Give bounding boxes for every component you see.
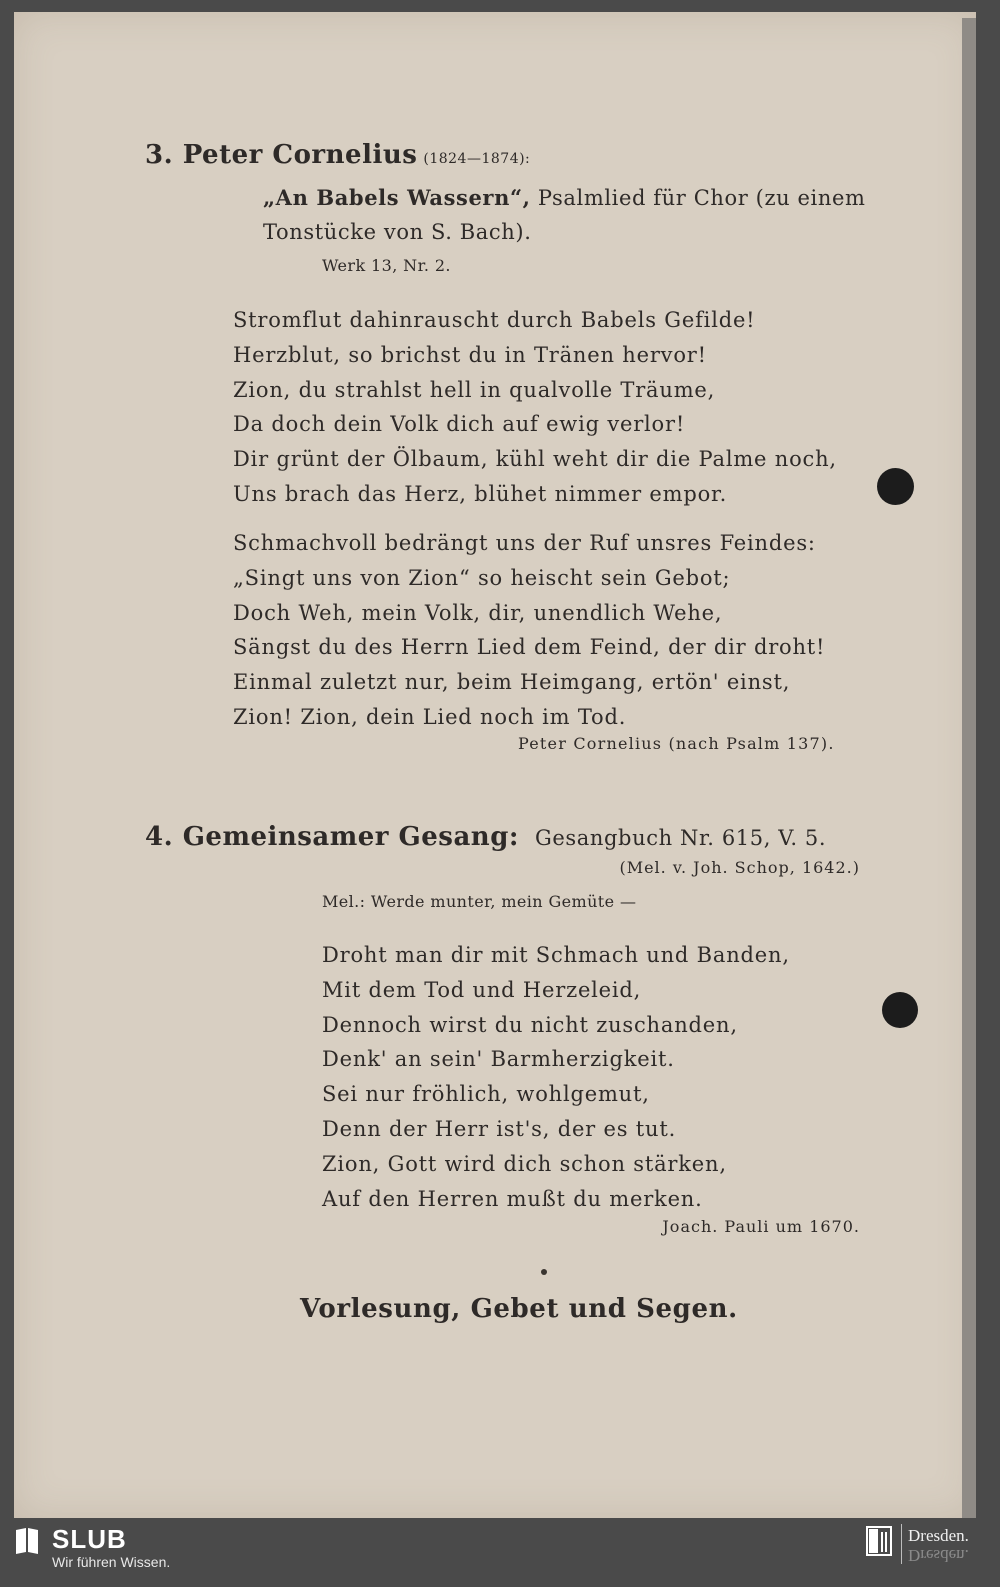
- coat-of-arms-icon: [866, 1526, 892, 1558]
- verse-line: Da doch dein Volk dich auf ewig verlor!: [233, 412, 686, 437]
- verse-line: Schmachvoll bedrängt uns der Ruf unsres Feindes:: [233, 531, 816, 555]
- punch-hole-upper: [877, 468, 914, 505]
- verse-line: Droht man dir mit Schmach und Banden,: [322, 943, 790, 967]
- hymnal-reference: Gesangbuch Nr. 615, V. 5.: [534, 826, 827, 850]
- melody-source: (Mel. v. Joh. Schop, 1642.): [619, 858, 860, 877]
- page-edge: [962, 18, 976, 1518]
- verse-line: Zion! Zion, dein Lied noch im Tod.: [233, 704, 627, 729]
- verse-line: Dir grünt der Ölbaum, kühl weht dir die Palme noch,: [233, 447, 837, 472]
- verse-line: Sei nur fröhlich, wohlgemut,: [322, 1082, 650, 1107]
- section-4-title: 4. Gemeinsamer Gesang:: [145, 822, 519, 852]
- verse-line: Stromflut dahinrauscht durch Babels Gefilde!: [233, 308, 756, 332]
- section-3-title: 3. Peter Cornelius: [145, 140, 418, 170]
- hymn-stanza: [322, 938, 790, 1216]
- verse-line: Doch Weh, mein Volk, dir, unendlich Wehe,: [233, 600, 723, 625]
- verse-line: Denn der Herr ist's, der es tut.: [322, 1116, 677, 1141]
- verse-line: Herzblut, so brichst du in Tränen hervor!: [233, 342, 707, 367]
- ornament-dot: [541, 1269, 547, 1275]
- section-4-attribution: Joach. Pauli um 1670.: [662, 1217, 860, 1236]
- verse-line: Zion, Gott wird dich schon stärken,: [322, 1151, 727, 1176]
- logo-divider: [901, 1524, 902, 1564]
- verse-line: Sängst du des Herrn Lied dem Feind, der dir droht!: [233, 635, 826, 660]
- closing-heading: Vorlesung, Gebet und Segen.: [300, 1294, 738, 1324]
- verse-line: „Singt uns von Zion“ so heischt sein Gebot;: [233, 565, 731, 590]
- work-title-line: [263, 185, 866, 210]
- verse-line: Denk' an sein' Barmherzigkeit.: [322, 1047, 675, 1072]
- work-title-line-2: Tonstücke von S. Bach).: [263, 220, 532, 244]
- melody-line: Mel.: Werde munter, mein Gemüte —: [322, 892, 637, 911]
- verse-line: Uns brach das Herz, blühet nimmer empor.: [233, 481, 728, 506]
- work-title-rest: Psalmlied für Chor (zu einem: [530, 186, 866, 210]
- dresden-logo-text[interactable]: Dresden.: [908, 1526, 969, 1545]
- section-3-attribution: Peter Cornelius (nach Psalm 137).: [518, 734, 835, 753]
- stanza-1: [233, 303, 837, 512]
- verse-line: Auf den Herren mußt du merken.: [322, 1186, 703, 1211]
- section-3-dates: (1824—1874):: [423, 151, 531, 167]
- verse-line: Einmal zuletzt nur, beim Heimgang, ertön' einst,: [233, 670, 791, 695]
- slub-tagline: Wir führen Wissen.: [52, 1554, 171, 1570]
- work-title-quoted: „An Babels Wassern“,: [263, 185, 531, 210]
- slub-logo-text[interactable]: SLUB: [52, 1524, 127, 1554]
- book-icon: [14, 1526, 40, 1556]
- verse-line: Zion, du strahlst hell in qualvolle Träume,: [233, 377, 716, 402]
- stanza-2: [233, 526, 825, 735]
- section-4-heading: [145, 822, 826, 852]
- section-3-heading: [145, 140, 530, 170]
- punch-hole-lower: [882, 992, 918, 1028]
- verse-line: Mit dem Tod und Herzeleid,: [322, 977, 642, 1002]
- work-number: Werk 13, Nr. 2.: [322, 256, 451, 275]
- verse-line: Dennoch wirst du nicht zuschanden,: [322, 1012, 738, 1037]
- dresden-logo-reflection: Dresden.: [908, 1546, 969, 1565]
- footer-bar: [0, 1518, 1000, 1587]
